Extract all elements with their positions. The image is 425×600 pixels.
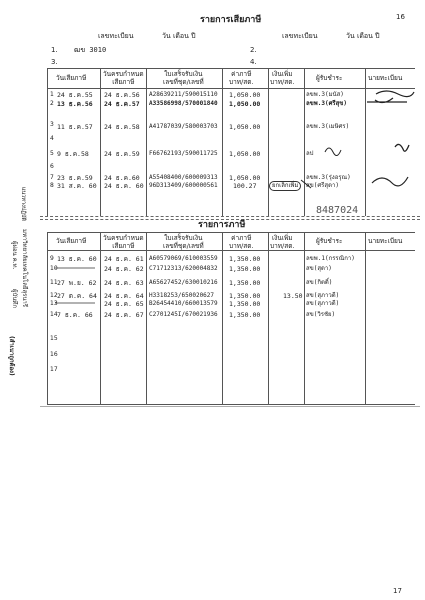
table-cell-due: 24 ธ.ค. 65: [104, 300, 144, 308]
bottom-col-fine: เงินเพิ่ม บาท/สต.: [270, 234, 295, 251]
reg-slot-1-no: 1.: [51, 46, 58, 54]
table-cell-due: 24 ธ.ค. 64: [104, 292, 144, 300]
table-row-number: 12: [50, 292, 58, 299]
table-cell-due: 24 ธ.ค. 62: [104, 265, 144, 273]
table-row-number: 4: [50, 135, 54, 142]
table-cell-paid: 23 ธ.ค.59: [57, 174, 93, 182]
table-cell-receiver: สข(สุดา): [306, 265, 332, 272]
table-cell-tax: 1,050.00: [229, 100, 261, 108]
table-row-number: 11: [50, 279, 58, 286]
table-cell-tax: 1,350.00: [229, 292, 261, 300]
table-cell-receipt: A55408400/600009313: [149, 174, 218, 181]
table-cell-receiver: สข(ศรีสุดา): [306, 182, 339, 189]
reg-slot-2-no: 2.: [250, 46, 257, 54]
table-cell-paid: 7 ธ.ค. 66: [57, 311, 93, 319]
table-row-number: 13: [50, 300, 58, 307]
reg-header-3: เลขทะเบียน: [282, 32, 318, 40]
table-cell-tax: 1,350.00: [229, 279, 261, 287]
reg-header-2: วัน เดือน ปี: [162, 32, 196, 40]
table-cell-receiver: ลขพ.3(เมษิศร): [306, 123, 350, 130]
table-cell-paid: 27 ต.ค. 64: [57, 292, 97, 300]
table-cell-receiver: สข(สุภาวดี): [306, 300, 340, 307]
top-col-tax: ค่าภาษี บาท/สต.: [229, 70, 254, 87]
table-cell-receipt: A33586998/570001840: [149, 100, 218, 107]
table-cell-tax: 1,050.00: [229, 174, 261, 182]
table-cell-receipt: C2701245I/670021936: [149, 311, 218, 318]
table-cell-paid: 11 ธ.ค.57: [57, 123, 93, 131]
table-cell-receipt: A60579069/610003559: [149, 255, 218, 262]
table-row-number: 15: [50, 335, 58, 342]
table-row-number: 6: [50, 163, 54, 170]
table-row-number: 8: [50, 182, 54, 189]
table-cell-tax: 1,350.00: [229, 265, 261, 273]
table-cell-receiver: ลขพ.1(กรรณิกา): [306, 255, 355, 262]
margin-text-4: (สำเนาถูกต้อง): [8, 336, 15, 376]
table-row-number: 14: [50, 311, 58, 318]
table-cell-receipt: A28639211/590015110: [149, 91, 218, 98]
table-cell-receipt: 96D313409/600000561: [149, 182, 218, 189]
stamp-reference-number: 8487024: [316, 205, 359, 216]
top-col-fine: เงินเพิ่ม บาท/สต.: [270, 70, 295, 87]
reg-slot-3-no: 3.: [51, 58, 58, 66]
table-cell-receipt: F66762193/590011725: [149, 150, 218, 157]
table-cell-due: 24 ธ.ค.58: [104, 123, 140, 131]
table-cell-due: 24 ธ.ค.59: [104, 150, 140, 158]
reg-header-1: เลขทะเบียน: [98, 32, 134, 40]
table-cell-receiver: ลขพ.3(รุ่งอรุณ): [306, 174, 351, 181]
table-cell-receipt: A41787039/580003703: [149, 123, 218, 130]
table-cell-receiver: สข(กิตติ์): [306, 279, 333, 286]
left-margin-copy-note: [4, 336, 14, 386]
table-cell-paid: 24 ธ.ค.55: [57, 91, 93, 99]
table-row-number: 2: [50, 100, 54, 107]
reg-slot-1-value: ฒข 3010: [74, 46, 107, 54]
table-row-number: 9: [50, 255, 54, 262]
table-cell-paid: 13 ธ.ค.56: [57, 100, 93, 108]
table-cell-due: 24 ธ.ค.56: [104, 91, 140, 99]
table-row-number: 17: [50, 366, 58, 373]
table-cell-receiver: ลขพ.3(ศรีสุข): [306, 100, 347, 107]
margin-stamp-text: มหาวิทยาลัยเทคโนโลยีสุรนารี: [21, 229, 28, 308]
table-cell-due: 24 ธ.ค. 61: [104, 255, 144, 263]
scan-line: [40, 406, 420, 407]
top-col-registrar: นายทะเบียน: [368, 74, 403, 82]
bottom-col-paid: วันเสียภาษี: [56, 237, 87, 245]
top-col-due: วันครบกำหนด เสียภาษี: [103, 70, 144, 87]
table-cell-tax: 100.27: [233, 182, 257, 190]
table-cell-receiver: สข(วิรชัย): [306, 311, 336, 318]
top-col-receipt: ใบเสร็จรับเงิน เลขที่ชุด/เลขที่: [163, 70, 204, 87]
table-cell-due: 24 ธ.ค. 60: [104, 182, 144, 190]
table-row-number: 1: [50, 91, 54, 98]
reg-slot-4-no: 4.: [250, 58, 257, 66]
table-cell-fine: 13.50: [283, 292, 303, 300]
table-cell-paid: 31 ส.ค. 60: [57, 182, 97, 190]
table-cell-tax: 1,350.00: [229, 255, 261, 263]
table-row-number: 10: [50, 265, 58, 272]
table-cell-tax: 1,350.00: [229, 311, 261, 319]
table-row-number: 7: [50, 174, 54, 181]
table-row-number: 3: [50, 121, 54, 128]
table-cell-tax: 1,050.00: [229, 123, 261, 131]
table-cell-due: 24 ธ.ค. 67: [104, 311, 144, 319]
table-cell-paid: 13 ธ.ค. 60: [57, 255, 97, 263]
bottom-section-title: รายการภาษี: [198, 220, 246, 230]
table-cell-paid: 27 พ.ย. 62: [57, 279, 97, 287]
table-cell-due: 24 ธ.ค.57: [104, 100, 140, 108]
table-cell-receiver: ลป: [306, 150, 314, 157]
bottom-col-tax: ค่าภาษี บาท/สต.: [229, 234, 254, 251]
left-margin-note: [15, 187, 25, 247]
table-cell-tax: 1,350.00: [229, 300, 261, 308]
reg-header-4: วัน เดือน ปี: [346, 32, 380, 40]
table-cell-receipt: C71712313/620004832: [149, 265, 218, 272]
table-cell-due: 24 ธ.ค. 63: [104, 279, 144, 287]
top-section-title: รายการเสียภาษี: [200, 15, 262, 25]
table-cell-receiver: สข(สุภาวดี): [306, 292, 340, 299]
margin-text-3: แนวทางปฏิบัติ: [20, 187, 26, 222]
bottom-col-receiver: ผู้รับชำระ: [316, 237, 343, 245]
top-col-receiver: ผู้รับชำระ: [316, 74, 343, 82]
table-cell-paid: 9 ธ.ค.58: [57, 150, 89, 158]
page-number-top: 16: [396, 13, 405, 21]
table-cell-receipt: H3318253/650020627: [149, 292, 215, 299]
bottom-col-receipt: ใบเสร็จรับเงิน เลขที่ชุด/เลขที่: [163, 234, 204, 251]
table-row-number: 5: [50, 150, 54, 157]
cancel-stamp: ยกเลิกเพิ่ม: [269, 181, 301, 191]
table-row-number: 16: [50, 351, 58, 358]
table-cell-receiver: ลขพ.3(มนัส): [306, 91, 344, 98]
table-cell-tax: 1,050.00: [229, 150, 261, 158]
table-cell-due: 24 ธ.ค.60: [104, 174, 140, 182]
margin-text-1: ผู้ผ่อน ค.ท.: [11, 241, 18, 270]
table-cell-receipt: A65627452/630010216: [149, 279, 218, 286]
table-cell-receipt: B26454410/660013579: [149, 300, 218, 307]
margin-text-2: ผู้บันทึก: [11, 289, 18, 309]
bottom-col-registrar: นายทะเบียน: [368, 237, 403, 245]
top-col-paid: วันเสียภาษี: [56, 74, 87, 82]
table-cell-tax: 1,050.00: [229, 91, 261, 99]
page-number-bottom: 17: [393, 587, 402, 595]
bottom-col-due: วันครบกำหนด เสียภาษี: [103, 234, 144, 251]
